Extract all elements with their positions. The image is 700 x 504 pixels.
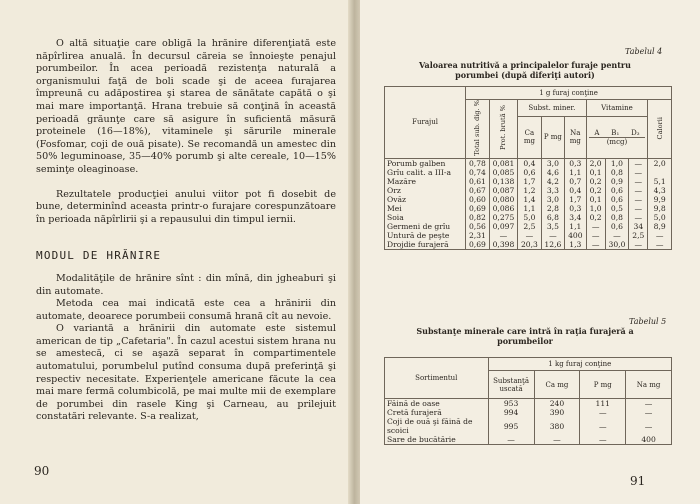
table-cell: 0,3 (565, 158, 586, 168)
section-heading: MODUL DE HRĂNIRE (36, 249, 162, 263)
col-header-na: Na mg (626, 371, 672, 399)
table-cell: 12,6 (541, 240, 565, 250)
col-header-ca: Ca mg (518, 116, 541, 158)
col-header-furajul: Furajul (385, 87, 466, 159)
table-cell: 0,6 (518, 168, 541, 177)
table-cell: 0,087 (489, 186, 518, 195)
table-cell: 240 (534, 399, 580, 409)
row-label: Untură de peşte (385, 231, 466, 240)
table-row (385, 177, 672, 186)
table-cell: 2,8 (541, 204, 565, 213)
table-row (385, 158, 672, 168)
table-cell: 4,6 (541, 168, 565, 177)
table-cell: 2,31 (466, 231, 490, 240)
table-cell: — (586, 222, 605, 231)
col-header-mcg: (mcg) (606, 137, 628, 146)
row-label: Făină de oase (385, 399, 489, 409)
table-cell: 4,2 (541, 177, 565, 186)
table-cell: — (629, 195, 648, 204)
table-cell: 400 (626, 435, 672, 445)
col-header-p: P mg (541, 116, 565, 158)
table-cell: 2,0 (648, 158, 672, 168)
table-cell: 1,7 (518, 177, 541, 186)
table-row (385, 399, 672, 409)
col-header-total (466, 100, 490, 159)
col-header-minerale: Subst. miner. (518, 100, 586, 117)
table-cell: 0,61 (466, 177, 490, 186)
table-row (385, 435, 672, 445)
table-cell: 0,60 (466, 195, 490, 204)
table-cell: 0,1 (586, 195, 605, 204)
table-cell: 0,138 (489, 177, 518, 186)
table-cell: 1,0 (605, 158, 629, 168)
paragraph: Modalităţile de hrănire sînt : din mînă, din jgheaburi şi din automate. (36, 272, 336, 297)
table-row (385, 240, 672, 250)
table-cell: 1,1 (518, 204, 541, 213)
table-cell: 3,3 (541, 186, 565, 195)
left-page-text (36, 38, 336, 424)
paragraph: Metoda cea mai indicată este cea a hrănirii din automate, deoarece porumbeii consumă hrană cît au nevoie. (36, 298, 336, 322)
table-cell: 0,74 (466, 168, 490, 177)
table-cell: — (626, 408, 672, 417)
table4-title: Valoarea nutritivă a principalelor furaje pentru porumbei (după diferiţi autori) (419, 60, 631, 80)
table-cell: — (489, 231, 518, 240)
table-cell: 0,67 (466, 186, 490, 195)
table-cell: 1,1 (565, 168, 586, 177)
table-cell: — (629, 177, 648, 186)
table-row (385, 186, 672, 195)
table-row (385, 204, 672, 213)
table-cell: — (541, 231, 565, 240)
table-row (385, 213, 672, 222)
table-cell: 1,7 (565, 195, 586, 204)
table-cell: — (629, 168, 648, 177)
table-row (385, 417, 672, 435)
row-label: Sare de bucătărie (385, 435, 489, 445)
table-cell: 1,4 (518, 195, 541, 204)
table-cell: 995 (488, 417, 534, 435)
table-cell: 3,4 (565, 213, 586, 222)
table-row (385, 231, 672, 240)
table-cell: 0,080 (489, 195, 518, 204)
page-number-left: 90 (34, 464, 50, 478)
table-cell: 0,69 (466, 204, 490, 213)
table-cell: 0,5 (605, 204, 629, 213)
table-cell: 2,5 (518, 222, 541, 231)
table-cell: 390 (534, 408, 580, 417)
table-cell: 5,1 (648, 177, 672, 186)
table-cell: 0,2 (586, 177, 605, 186)
table-cell: 9,9 (648, 195, 672, 204)
table-cell: — (605, 231, 629, 240)
table-cell: 0,9 (605, 177, 629, 186)
table-row (385, 168, 672, 177)
table-cell: 0,2 (586, 186, 605, 195)
table5-body (385, 399, 672, 445)
table-row (385, 222, 672, 231)
table-cell: 0,8 (605, 213, 629, 222)
table-cell: 8,9 (648, 222, 672, 231)
table-cell: — (629, 186, 648, 195)
col-header-prot (489, 100, 518, 159)
table-cell: — (586, 231, 605, 240)
table-cell: 9,8 (648, 204, 672, 213)
row-label: Coji de ouă şi făină de scoici (385, 417, 489, 435)
table-cell: 20,3 (518, 240, 541, 250)
table-cell: — (626, 417, 672, 435)
table-cell: 2,0 (586, 158, 605, 168)
table-cell: 0,4 (518, 158, 541, 168)
table5 (384, 357, 672, 445)
table-cell: — (580, 408, 626, 417)
table4-label: Tabelul 4 (625, 47, 663, 56)
table-cell: 0,2 (586, 213, 605, 222)
table-cell: 994 (488, 408, 534, 417)
table-cell: 0,1 (586, 168, 605, 177)
table-cell (648, 168, 672, 177)
row-label: Ovăz (385, 195, 466, 204)
row-label: Cretă furajeră (385, 408, 489, 417)
table-cell: — (629, 240, 648, 250)
row-label: Drojdie furajeră (385, 240, 466, 250)
table-cell: 0,086 (489, 204, 518, 213)
table-cell: 953 (488, 399, 534, 409)
table-cell: — (534, 435, 580, 445)
table-cell: 0,7 (565, 177, 586, 186)
table-cell: 1,2 (518, 186, 541, 195)
table-cell: 5,0 (518, 213, 541, 222)
col-header-vitamine: Vitamine (586, 100, 648, 117)
table-cell: 0,6 (605, 186, 629, 195)
col-header-b1: B₁ (611, 128, 620, 137)
col-header-p: P mg (580, 371, 626, 399)
col-header-prot-text: Prot. brută % (499, 105, 508, 151)
table-cell: — (518, 231, 541, 240)
table-cell: 380 (534, 417, 580, 435)
col-header-a: A (594, 128, 600, 137)
table-cell: — (626, 399, 672, 409)
table-cell: — (629, 158, 648, 168)
table-cell: 0,398 (489, 240, 518, 250)
row-label: Germeni de grîu (385, 222, 466, 231)
col-header-total-text: Total sub. dig. % (473, 100, 482, 156)
table-cell: 0,085 (489, 168, 518, 177)
table-cell: 1,0 (586, 204, 605, 213)
table4 (384, 86, 672, 250)
table-cell: — (629, 213, 648, 222)
table-cell: 6,8 (541, 213, 565, 222)
col-header-calorii (648, 100, 672, 159)
col-header-calorii-text: Calorii (655, 116, 664, 140)
table-cell: — (629, 204, 648, 213)
table-cell: 1,3 (565, 240, 586, 250)
table4-body (385, 158, 672, 249)
table-cell: — (488, 435, 534, 445)
col-header-ca: Ca mg (534, 371, 580, 399)
table-cell: — (648, 231, 672, 240)
table-row (385, 195, 672, 204)
table-cell: 3,0 (541, 195, 565, 204)
row-label: Orz (385, 186, 466, 195)
table-cell: 0,69 (466, 240, 490, 250)
table-cell: 0,081 (489, 158, 518, 168)
row-label: Soia (385, 213, 466, 222)
table-cell: 0,6 (605, 222, 629, 231)
paragraph: O altă situaţie care obligă la hrănire diferenţiată este năpîrlirea anuală. În decursul căreia se înnoieşte penajul porumbeilor. În acea perioadă rezistenţa naturală a organismului faţă de boli scade şi de aceea furajarea împreună cu adăpostirea şi starea de sănătate capătă o şi mai mare importanţă. Hrana trebuie să conţină în această perioadă grăunţe care să asigure în suficientă măsură proteinele (16—18%), vitaminele şi sărurile minerale (Fosfomar, coji de ouă pisate). Se recomandă un amestec din 50% leguminoase, 35—40% porumb şi alte cereale, 10—15% seminţe oleaginoase. (36, 38, 336, 175)
table-cell: 0,4 (565, 186, 586, 195)
col-header-d3: D₃ (631, 128, 640, 137)
table-cell: 30,0 (605, 240, 629, 250)
table-cell: 0,3 (565, 204, 586, 213)
table-cell: — (586, 240, 605, 250)
table-cell: 0,8 (605, 168, 629, 177)
table5-label: Tabelul 5 (629, 317, 667, 326)
page-number-right: 91 (630, 474, 646, 488)
table-cell: 3,0 (541, 158, 565, 168)
row-label: Mazăre (385, 177, 466, 186)
table5-title: Substanţe minerale care intră în raţia furajeră a porumbeilor (416, 326, 634, 346)
table-cell: 400 (565, 231, 586, 240)
paragraph: Rezultatele producţiei anului viitor pot fi dosebit de bune, determinînd aceasta printr-o furajare corespunzătoare în perioada năpîrlirii şi a repausului din timpul iernii. (36, 188, 336, 225)
col-header-vitamin-units (586, 116, 648, 158)
row-label: Porumb galben (385, 158, 466, 168)
table-cell: 2,5 (629, 231, 648, 240)
table-cell: 0,6 (605, 195, 629, 204)
table-cell: 0,82 (466, 213, 490, 222)
table4-group-header: 1 g furaj conţine (466, 87, 672, 100)
table-cell: 5,0 (648, 213, 672, 222)
col-header-na: Na mg (565, 116, 586, 158)
table-cell: — (648, 240, 672, 250)
paragraph: O variantă a hrănirii din automate este sistemul american de tip „Cafetaria". În cazul acestui sistem hrana nu se amestecă, ci se aşază separat în compartimentele automatului, porumbelul putînd consuma după preferinţă şi respectiv necesitate. Experienţele americane făcute la cea mai mare fermă columbicolă, pe mai multe mii de exemplare de porumbei din rasele King şi Carneau, au prilejuit constatări relevante. S-a realizat, (36, 323, 336, 423)
col-header-subst: Substanţă uscată (488, 371, 534, 399)
table-cell: 111 (580, 399, 626, 409)
table-cell: 0,275 (489, 213, 518, 222)
row-label: Grîu calit. a III-a (385, 168, 466, 177)
row-label: Mei (385, 204, 466, 213)
table-cell: — (580, 435, 626, 445)
table5-group-header: 1 kg furaj conţine (488, 358, 671, 371)
table-cell: 0,78 (466, 158, 490, 168)
table-cell: — (580, 417, 626, 435)
table-cell: 3,5 (541, 222, 565, 231)
table-cell: 0,56 (466, 222, 490, 231)
table-cell: 34 (629, 222, 648, 231)
col-header-sortimentul: Sortimentul (385, 358, 489, 399)
table-cell: 0,097 (489, 222, 518, 231)
table-cell: 1,1 (565, 222, 586, 231)
table-cell: 4,3 (648, 186, 672, 195)
table-row (385, 408, 672, 417)
